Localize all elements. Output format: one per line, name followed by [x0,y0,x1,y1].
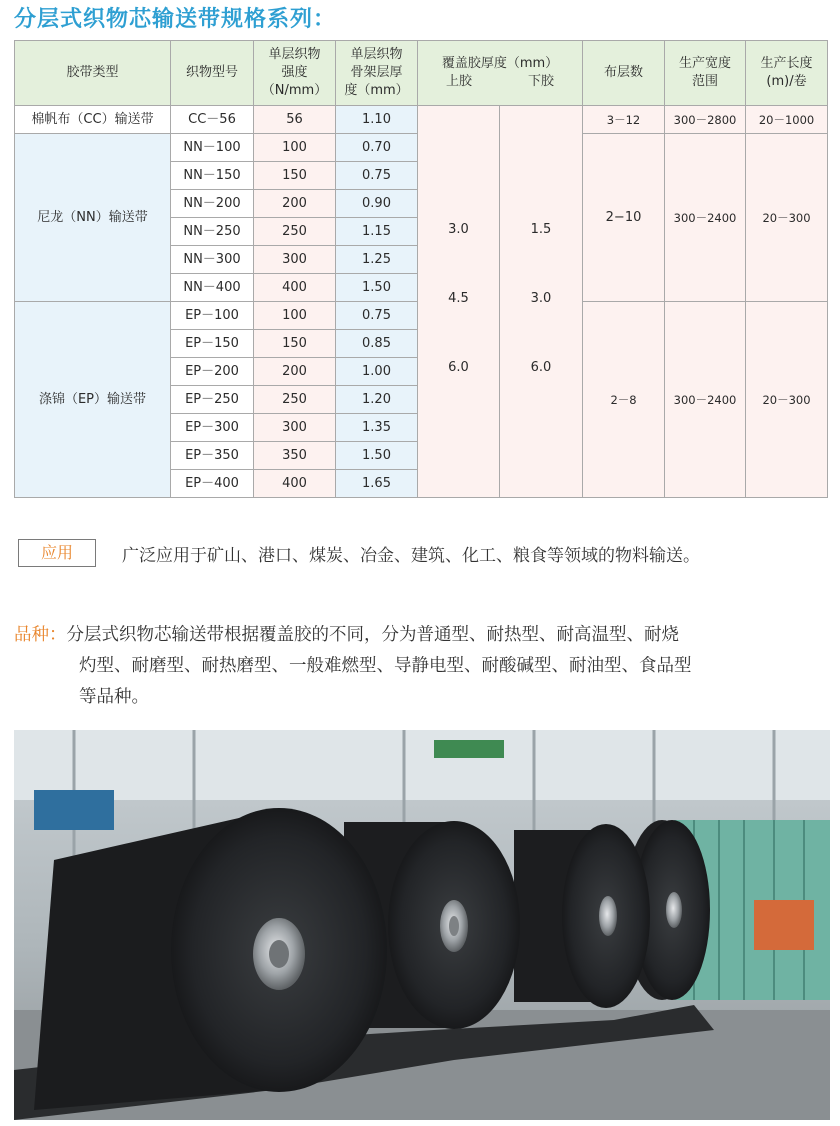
header-fabric-model: 织物型号 [171,41,254,106]
fabric-model-cell: EP－400 [171,470,254,498]
thickness-cell: 1.20 [336,386,418,414]
length-cell: 20－300 [746,134,828,302]
belt-roll-3 [514,824,650,1008]
thickness-cell: 0.75 [336,302,418,330]
strength-cell: 100 [254,302,336,330]
variety-line-2: 灼型、耐磨型、耐热磨型、一般难燃型、导静电型、耐酸碱型、耐油型、食品型 [79,656,692,676]
header-cover-thickness: 覆盖胶厚度（mm） 上胶 下胶 [418,41,583,106]
table-row [15,106,828,134]
thickness-cell: 1.15 [336,218,418,246]
fabric-model-cell: NN－200 [171,190,254,218]
cover-top-cell [418,106,500,498]
strength-cell: 100 [254,134,336,162]
thickness-cell: 1.50 [336,274,418,302]
header-cover-bottom: 下胶 [527,74,554,89]
plies-cell: 3－12 [583,106,665,134]
belt-roll-1 [34,808,387,1110]
thickness-cell: 0.85 [336,330,418,358]
product-photo [14,730,830,1120]
factory-sign [434,740,504,758]
belt-type-cell: 尼龙（NN）输送带 [15,134,171,302]
fabric-model-cell: NN－100 [171,134,254,162]
strength-cell: 200 [254,358,336,386]
strength-cell: 250 [254,218,336,246]
plies-cell: 2－8 [583,302,665,498]
variety-section [14,620,830,713]
fabric-model-cell: EP－350 [171,442,254,470]
spec-table [14,40,828,498]
cover-bottom-cell [500,106,583,498]
cover-top-value: 3.0 [448,221,469,237]
strength-cell: 150 [254,162,336,190]
belt-type-cell: 棉帆布（CC）输送带 [15,106,171,134]
thickness-cell: 0.70 [336,134,418,162]
thickness-cell: 0.90 [336,190,418,218]
length-cell: 20－300 [746,302,828,498]
strength-cell: 56 [254,106,336,134]
fabric-model-cell: EP－100 [171,302,254,330]
strength-cell: 400 [254,470,336,498]
cover-bottom-value: 3.0 [530,290,552,306]
variety-line-3: 等品种。 [79,687,149,707]
strength-cell: 400 [254,274,336,302]
fabric-model-cell: NN－150 [171,162,254,190]
header-plies: 布层数 [583,41,665,106]
header-thickness: 单层织物 骨架层厚 度（mm） [336,41,418,106]
fabric-model-cell: EP－150 [171,330,254,358]
application-label: 应用 [18,539,96,567]
width-cell: 300－2400 [665,134,746,302]
header-belt-type: 胶带类型 [15,41,171,106]
header-strength: 单层织物 强度 （N/mm） [254,41,336,106]
cover-top-value: 6.0 [448,359,469,375]
strength-cell: 250 [254,386,336,414]
width-cell: 300－2400 [665,302,746,498]
fabric-model-cell: CC－56 [171,106,254,134]
strength-cell: 200 [254,190,336,218]
variety-label: 品种： [14,625,67,645]
width-cell: 300－2800 [665,106,746,134]
fabric-model-cell: NN－300 [171,246,254,274]
page-title: 分层式织物芯输送带规格系列： [14,7,337,32]
factory-board [34,790,114,830]
fabric-model-cell: EP－250 [171,386,254,414]
thickness-cell: 1.25 [336,246,418,274]
thickness-cell: 1.65 [336,470,418,498]
strength-cell: 300 [254,414,336,442]
variety-line-1: 品种：分层式织物芯输送带根据覆盖胶的不同，分为普通型、耐热型、耐高温型、耐烧 [14,625,679,645]
thickness-cell: 0.75 [336,162,418,190]
cover-top-value: 4.5 [448,290,469,306]
plies-cell: 2−10 [583,134,665,302]
thickness-cell: 1.00 [336,358,418,386]
belt-type-cell: 涤锦（EP）输送带 [15,302,171,498]
application-section [18,539,828,569]
cover-bottom-value: 1.5 [530,221,552,237]
header-width: 生产宽度 范围 [665,41,746,106]
strength-cell: 350 [254,442,336,470]
fabric-model-cell: EP－200 [171,358,254,386]
length-cell: 20－1000 [746,106,828,134]
table-header-row [15,41,828,106]
thickness-cell: 1.35 [336,414,418,442]
fabric-model-cell: EP－300 [171,414,254,442]
strength-cell: 150 [254,330,336,358]
thickness-cell: 1.50 [336,442,418,470]
fabric-model-cell: NN－250 [171,218,254,246]
strength-cell: 300 [254,246,336,274]
fabric-model-cell: NN－400 [171,274,254,302]
application-text: 广泛应用于矿山、港口、煤炭、冶金、建筑、化工、粮食等领域的物料输送。 [122,546,700,566]
thickness-cell: 1.10 [336,106,418,134]
header-length: 生产长度 (m)/卷 [746,41,828,106]
header-cover-top: 上胶 [445,74,472,89]
cover-bottom-value: 6.0 [530,359,552,375]
